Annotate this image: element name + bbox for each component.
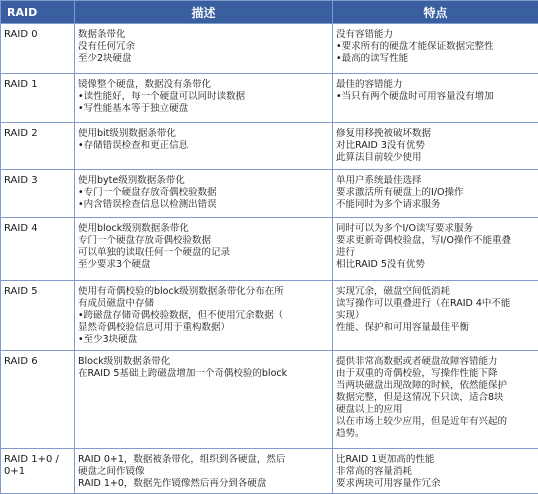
feature-line: 实现冗余，磁盘空间低消耗 <box>336 286 536 298</box>
feature-line: 实现） <box>336 310 536 322</box>
feature-line: •最高的读写性能 <box>336 53 536 65</box>
raid-level: RAID 2 <box>4 128 38 139</box>
feature-line: 性能、保护和可用容量最佳平衡 <box>336 322 536 334</box>
table-row <box>1 449 538 494</box>
description-line: 可以单独的读取任何一个硬盘的记录 <box>78 247 330 259</box>
raid-level: RAID 1+0 / 0+1 <box>4 454 74 478</box>
raid-level-cell <box>1 351 75 449</box>
feature-line: •要求所有的硬盘才能保证数据完整性 <box>336 41 536 53</box>
table-row <box>1 281 538 351</box>
description-line: RAID 0+1，数据被条带化，组织到各硬盘，然后 <box>78 454 330 466</box>
description-line: •至少3块硬盘 <box>78 334 330 346</box>
description-line: RAID 1+0，数据先作镜像然后再分到各硬盘 <box>78 478 330 490</box>
description-cell <box>75 170 333 218</box>
raid-level: RAID 0 <box>4 29 38 40</box>
header-features: 特点 <box>333 1 538 24</box>
description-line: 使用bit级别数据条带化 <box>78 128 330 140</box>
feature-line: 相比RAID 5没有优势 <box>336 259 536 271</box>
feature-line: 趋势。 <box>336 428 536 440</box>
description-line: 显然奇偶校验信息可用于重构数据） <box>78 322 330 334</box>
feature-line: 单用户系统最佳选择 <box>336 175 536 187</box>
feature-line: 要求更新奇偶校验盘，写I/O操作不能重叠 <box>336 235 536 247</box>
features-cell <box>333 218 538 281</box>
raid-level: RAID 6 <box>4 356 38 367</box>
description-cell <box>75 218 333 281</box>
features-cell <box>333 74 538 123</box>
feature-line: 不能同时为多个请求服务 <box>336 199 536 211</box>
header-row <box>1 1 538 24</box>
description-line: 硬盘之间作镜像 <box>78 466 330 478</box>
raid-level-cell <box>1 24 75 74</box>
table-row <box>1 74 538 123</box>
description-line: 使用block级别数据条带化 <box>78 223 330 235</box>
feature-line: 最佳的容错能力 <box>336 79 536 91</box>
header-description: 描述 <box>75 1 333 24</box>
description-cell <box>75 449 333 494</box>
feature-line: 数据完整，但是这情况下只读，适合8块 <box>336 392 536 404</box>
raid-level: RAID 3 <box>4 175 38 186</box>
description-cell <box>75 351 333 449</box>
description-line: 数据条带化 <box>78 29 330 41</box>
description-line: •内含错误检查信息以检测出错误 <box>78 199 330 211</box>
description-line: 有成员磁盘中存储 <box>78 298 330 310</box>
feature-line: 当两块磁盘出现故障的时候，依然能保护 <box>336 380 536 392</box>
raid-level-cell <box>1 218 75 281</box>
description-line: •专门一个硬盘存放奇偶校验数据 <box>78 187 330 199</box>
feature-line: 以在市场上较少应用，但是近年有兴起的 <box>336 416 536 428</box>
table-row <box>1 24 538 74</box>
table-row <box>1 170 538 218</box>
raid-level-cell <box>1 170 75 218</box>
description-line: •读性能好，每一个硬盘可以同时读数据 <box>78 91 330 103</box>
description-line: 镜像整个硬盘，数据没有条带化 <box>78 79 330 91</box>
raid-level-cell <box>1 449 75 494</box>
description-line: Block级别数据条带化 <box>78 356 330 368</box>
description-cell <box>75 123 333 170</box>
raid-level-cell <box>1 74 75 123</box>
feature-line: 硬盘以上的应用 <box>336 404 536 416</box>
feature-line: 读写操作可以重叠进行（在RAID 4中不能 <box>336 298 536 310</box>
description-cell <box>75 74 333 123</box>
feature-line: 要求激活所有硬盘上的I/O操作 <box>336 187 536 199</box>
description-line: 使用byte级别数据条带化 <box>78 175 330 187</box>
feature-line: 同时可以为多个I/O读写要求服务 <box>336 223 536 235</box>
feature-line: 由于双重的奇偶校验，写操作性能下降 <box>336 368 536 380</box>
features-cell <box>333 24 538 74</box>
feature-line: 进行 <box>336 247 536 259</box>
description-cell <box>75 24 333 74</box>
header-raid: RAID <box>1 1 75 24</box>
raid-level-cell <box>1 123 75 170</box>
features-cell <box>333 449 538 494</box>
feature-line: 比RAID 1更加高的性能 <box>336 454 536 466</box>
features-cell <box>333 123 538 170</box>
description-cell <box>75 281 333 351</box>
description-line: •写性能基本等于独立硬盘 <box>78 103 330 115</box>
description-line: 至少2块硬盘 <box>78 53 330 65</box>
description-line: 至少要求3个硬盘 <box>78 259 330 271</box>
description-line: 使用有奇偶校验的block级别数据条带化分布在所 <box>78 286 330 298</box>
description-line: 在RAID 5基础上跨磁盘增加一个奇偶校验的block <box>78 368 330 380</box>
description-line: •存储错误检查和更正信息 <box>78 140 330 152</box>
feature-line: 没有容错能力 <box>336 29 536 41</box>
table-row <box>1 351 538 449</box>
feature-line: 对比RAID 3没有优势 <box>336 140 536 152</box>
features-cell <box>333 170 538 218</box>
description-line: •跨磁盘存储奇偶校验数据，但不使用冗余数据（ <box>78 310 330 322</box>
raid-level: RAID 5 <box>4 286 38 297</box>
features-cell <box>333 351 538 449</box>
description-line: 专门一个硬盘存放奇偶校验数据 <box>78 235 330 247</box>
feature-line: 此算法目前较少使用 <box>336 152 536 164</box>
raid-level-cell <box>1 281 75 351</box>
features-cell <box>333 281 538 351</box>
raid-level: RAID 1 <box>4 79 38 90</box>
raid-level: RAID 4 <box>4 223 38 234</box>
feature-line: 修复用移挽被破坏数据 <box>336 128 536 140</box>
table-row <box>1 123 538 170</box>
feature-line: 要求两块可用容量作冗余 <box>336 478 536 490</box>
feature-line: 提供非常高数据或者硬盘故障容错能力 <box>336 356 536 368</box>
table-row <box>1 218 538 281</box>
feature-line: 非常高的容量消耗 <box>336 466 536 478</box>
feature-line: •当只有两个硬盘时可用容量没有增加 <box>336 91 536 103</box>
description-line: 没有任何冗余 <box>78 41 330 53</box>
